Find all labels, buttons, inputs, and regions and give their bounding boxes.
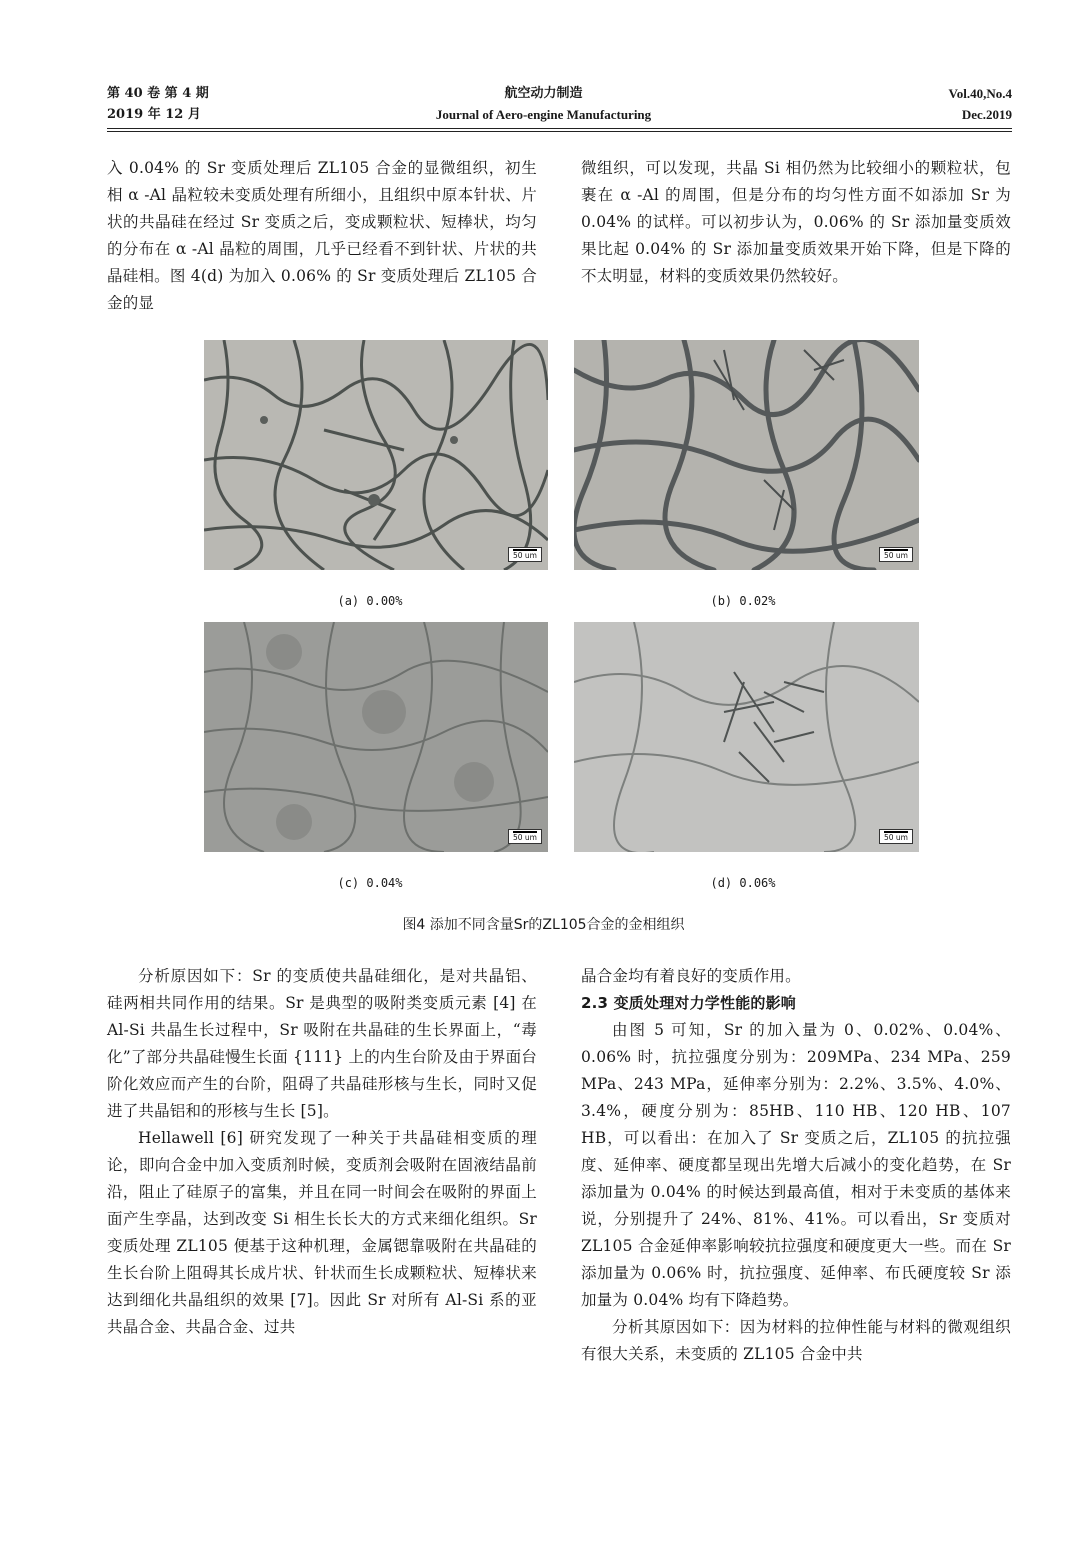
paragraph: 入 0.04% 的 Sr 变质处理后 ZL105 合金的显微组织，初生相 α -Al 晶粒较未变质处理有所细小，且组织中原本针状、片状的共晶硅在经过 Sr 变质之后，变成颗粒状、短棒状，均匀的分布在 α -Al 晶粒的周围，几乎已经看不到针状、片状的共晶硅相。图 4(d) 为加入 0.06% 的 Sr 变质处理后 ZL105 合金的显 bbox=[107, 159, 537, 312]
bottom-right-column bbox=[581, 963, 1011, 1368]
paragraph: Hellawell [6] 研究发现了一种关于共晶硅相变质的理论，即向合金中加入变质剂时候，变质剂会吸附在固液结晶前沿，阻止了硅原子的富集，并且在同一时间会在吸附的界面上面产生孪晶，达到改变 Si 相生长长大的方式来细化组织。Sr 变质处理 ZL105 便基于这种机理，金属锶靠吸附在共晶硅的生长台阶上阻碍其长成片状、针状而生长成颗粒状、短棒状来达到细化共晶组织的效果 [7]。因此 Sr 对所有 Al-Si 系的亚共晶合金、共晶合金、过共 bbox=[107, 1129, 537, 1336]
caption-b: (b) 0.02% bbox=[710, 594, 776, 608]
issue-date-en: Dec.2019 bbox=[961, 107, 1012, 122]
top-left-column bbox=[107, 155, 537, 317]
scale-bar: 50 um bbox=[508, 547, 542, 562]
micrograph-a-image bbox=[204, 340, 548, 570]
micrograph-d-image bbox=[574, 622, 919, 852]
paragraph: 分析原因如下：Sr 的变质使共晶硅细化，是对共晶铝、硅两相共同作用的结果。Sr 是典型的吸附类变质元素 [4] 在 Al-Si 共晶生长过程中，Sr 吸附在共晶硅的生长界面上，“毒化”了部分共晶硅慢生长面 {111} 上的内生台阶及由于界面台阶化效应而产生的台阶，阻碍了共晶硅形核与生长，同时又促进了共晶铝和的形核与生长 [5]。 bbox=[107, 967, 537, 1120]
caption-d: (d) 0.06% bbox=[710, 876, 776, 890]
micrograph-d bbox=[574, 622, 919, 852]
journal-date: 2019 年 12 月 bbox=[107, 107, 201, 122]
micrograph-c bbox=[204, 622, 548, 852]
journal-issue: 第 40 卷 第 4 期 bbox=[107, 86, 209, 101]
bottom-left-column bbox=[107, 963, 537, 1341]
scale-bar: 50 um bbox=[508, 829, 542, 844]
scale-bar: 50 um bbox=[879, 547, 913, 562]
micrograph-a bbox=[204, 340, 548, 570]
paragraph: 由图 5 可知，Sr 的加入量为 0、0.02%、0.04%、0.06% 时，抗拉强度分别为：209MPa、234 MPa、259 MPa、243 MPa，延伸率分别为：2.2%、3.5%、4.0%、3.4%，硬度分别为：85HB、110 HB、120 HB、107 HB，可以看出：在加入了 Sr 变质之后，ZL105 的抗拉强度、延伸率、硬度都呈现出先增大后减小的变化趋势，在 Sr 添加量为 0.04% 的时候达到最高值，相对于未变质的基体来说，分别提升了 24%、81%、41%。可以看出，Sr 变质对 ZL105 合金延伸率影响较抗拉强度和硬度更大一些。而在 Sr 添加量为 0.06% 时，抗拉强度、延伸率、布氏硬度较 Sr 添加量为 0.04% 均有下降趋势。 bbox=[581, 1021, 1011, 1309]
figure-caption: 图4 添加不同含量Sr的ZL105合金的金相组织 bbox=[402, 917, 685, 933]
section-heading: 2.3 变质处理对力学性能的影响 bbox=[581, 994, 796, 1012]
caption-c: (c) 0.04% bbox=[337, 876, 403, 890]
paragraph: 分析其原因如下：因为材料的拉伸性能与材料的微观组织有很大关系，未变质的 ZL105 合金中共 bbox=[581, 1318, 1011, 1363]
header-rule-thin bbox=[107, 131, 1012, 132]
volume-number: Vol.40,No.4 bbox=[948, 86, 1012, 101]
caption-a: (a) 0.00% bbox=[337, 594, 403, 608]
micrograph-b-image bbox=[574, 340, 919, 570]
journal-title-en: Journal of Aero-engine Manufacturing bbox=[435, 107, 652, 122]
scale-bar: 50 um bbox=[879, 829, 913, 844]
top-right-column bbox=[581, 155, 1011, 290]
micrograph-b bbox=[574, 340, 919, 570]
paragraph: 晶合金均有着良好的变质作用。 bbox=[581, 967, 801, 985]
micrograph-c-image bbox=[204, 622, 548, 852]
header-rule bbox=[107, 128, 1012, 129]
journal-title-cn: 航空动力制造 bbox=[504, 86, 583, 101]
paragraph: 微组织，可以发现，共晶 Si 相仍然为比较细小的颗粒状，包裹在 α -Al 的周围，但是分布的均匀性方面不如添加 Sr 为 0.04% 的试样。可以初步认为，0.06% 的 Sr 添加量变质效果比起 0.04% 的 Sr 添加量变质效果开始下降，但是下降的不太明显，材料的变质效果仍然较好。 bbox=[581, 159, 1011, 285]
